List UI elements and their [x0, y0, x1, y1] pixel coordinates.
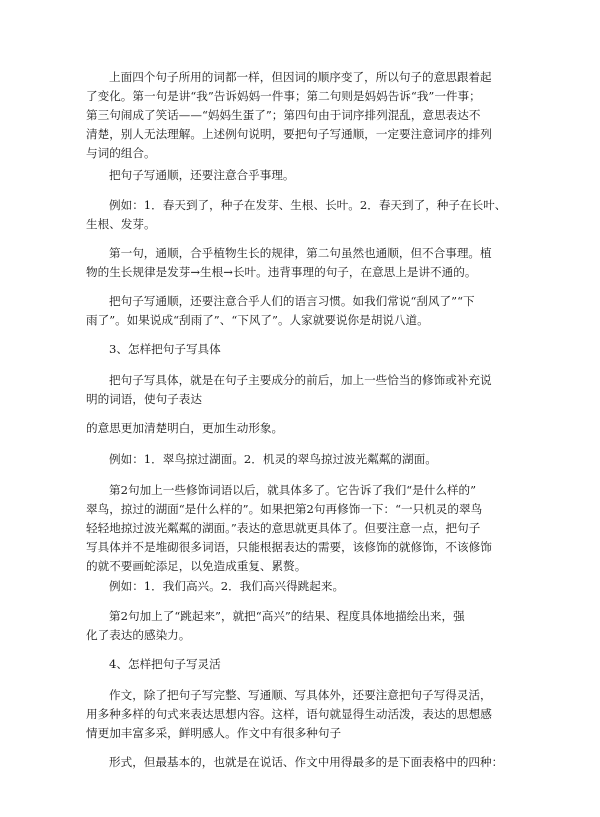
paragraph-line: 把句子写具体，就是在句子主要成分的前后，加上一些恰当的修饰或补充说 [109, 373, 492, 387]
paragraph [86, 371, 514, 409]
paragraph-line: 翠鸟，掠过的湖面“是什么样的”。如果把第2句再修饰一下：“一只机灵的翠鸟 [86, 502, 483, 516]
paragraph [86, 607, 514, 645]
paragraph [86, 686, 514, 743]
paragraph-line: 第三句闹成了笑话——“妈妈生蛋了”；第四句由于词序排列混乱，意思表达不 [86, 108, 481, 122]
paragraph [86, 481, 514, 576]
paragraph-line: 例如：1．我们高兴。2．我们高兴得跳起来。 [109, 579, 345, 593]
paragraph-line: 雨了”。如果说成“刮雨了”、“下风了”。人家就要说你是胡说八道。 [86, 313, 429, 327]
paragraph-line: 的就不要画蛇添足，以免造成重复、累赘。 [86, 559, 307, 573]
paragraph [86, 68, 514, 163]
paragraph-line: 第一句，通顺，合乎植物生长的规律，第二句虽然也通顺，但不合事理。植 [109, 246, 492, 260]
paragraph [86, 419, 514, 438]
paragraph-line: 4、怎样把句子写灵活 [109, 657, 221, 671]
paragraph-line: 3、怎样把句子写具体 [109, 342, 221, 356]
paragraph-line: 的意思更加清楚明白，更加生动形象。 [86, 421, 284, 435]
paragraph-line: 与词的组合。 [86, 146, 156, 160]
paragraph-line: 把句子写通顺，还要注意合乎事理。 [109, 168, 295, 182]
paragraph-line: 例如：1．春天到了，种子在发芽、生根、长叶。2．春天到了，种子在长叶、 [109, 198, 507, 212]
paragraph-line: 物的生长规律是发芽→生根→长叶。违背事理的句子，在意思上是讲不通的。 [86, 265, 477, 279]
paragraph [86, 166, 514, 185]
paragraph-line: 第2句加上了“跳起来”，就把“高兴”的结果、程度具体地描绘出来，强 [109, 609, 465, 623]
paragraph-line: 第2句加上一些修饰词语以后，就具体多了。它告诉了我们“是什么样的” [109, 483, 477, 497]
paragraph-line: 用多种多样的句式来表达思想内容。这样，语句就显得生动活泼，表达的思想感 [86, 707, 492, 721]
paragraph-line: 化了表达的感染力。 [86, 628, 191, 642]
paragraph-line: 轻轻地掠过波光粼粼的湖面。”表达的意思就更具体了。但要注意一点，把句子 [86, 521, 481, 535]
paragraph-line: 把句子写通顺，还要注意合乎人们的语言习惯。如我们常说“刮风了”“下 [109, 294, 475, 308]
paragraph [86, 450, 514, 469]
paragraph [86, 244, 514, 282]
paragraph-line: 情更加丰富多采，鲜明感人。作文中有很多种句子 [86, 726, 342, 740]
paragraph-line: 明的词语，使句子表达 [86, 392, 202, 406]
paragraph-line: 了变化。第一句是讲“我”告诉妈妈一件事；第二句则是妈妈告诉“我”一件事； [86, 89, 481, 103]
paragraph [86, 577, 514, 596]
paragraph-line: 形式，但最基本的，也就是在说话、作文中用得最多的是下面表格中的四种： [109, 755, 504, 769]
paragraph-line: 写具体并不是堆砌很多词语，只能根据表达的需要，该修饰的就修饰，不该修饰 [86, 540, 492, 554]
paragraph-line: 上面四个句子所用的词都一样，但因词的顺序变了，所以句子的意思跟着起 [109, 70, 492, 84]
paragraph-line: 作文，除了把句子写完整、写通顺、写具体外，还要注意把句子写得灵活， [109, 688, 492, 702]
paragraph [86, 655, 514, 674]
paragraph-line: 生根、发芽。 [86, 217, 156, 231]
paragraph-line: 例如：1．翠鸟掠过湖面。2．机灵的翠鸟掠过波光粼粼的湖面。 [109, 452, 437, 466]
paragraph-line: 清楚，别人无法理解。上述例句说明，要把句子写通顺，一定要注意词序的排列 [86, 127, 492, 141]
paragraph [86, 292, 514, 330]
paragraph [86, 196, 514, 234]
paragraph [86, 340, 514, 359]
paragraph [86, 753, 514, 772]
